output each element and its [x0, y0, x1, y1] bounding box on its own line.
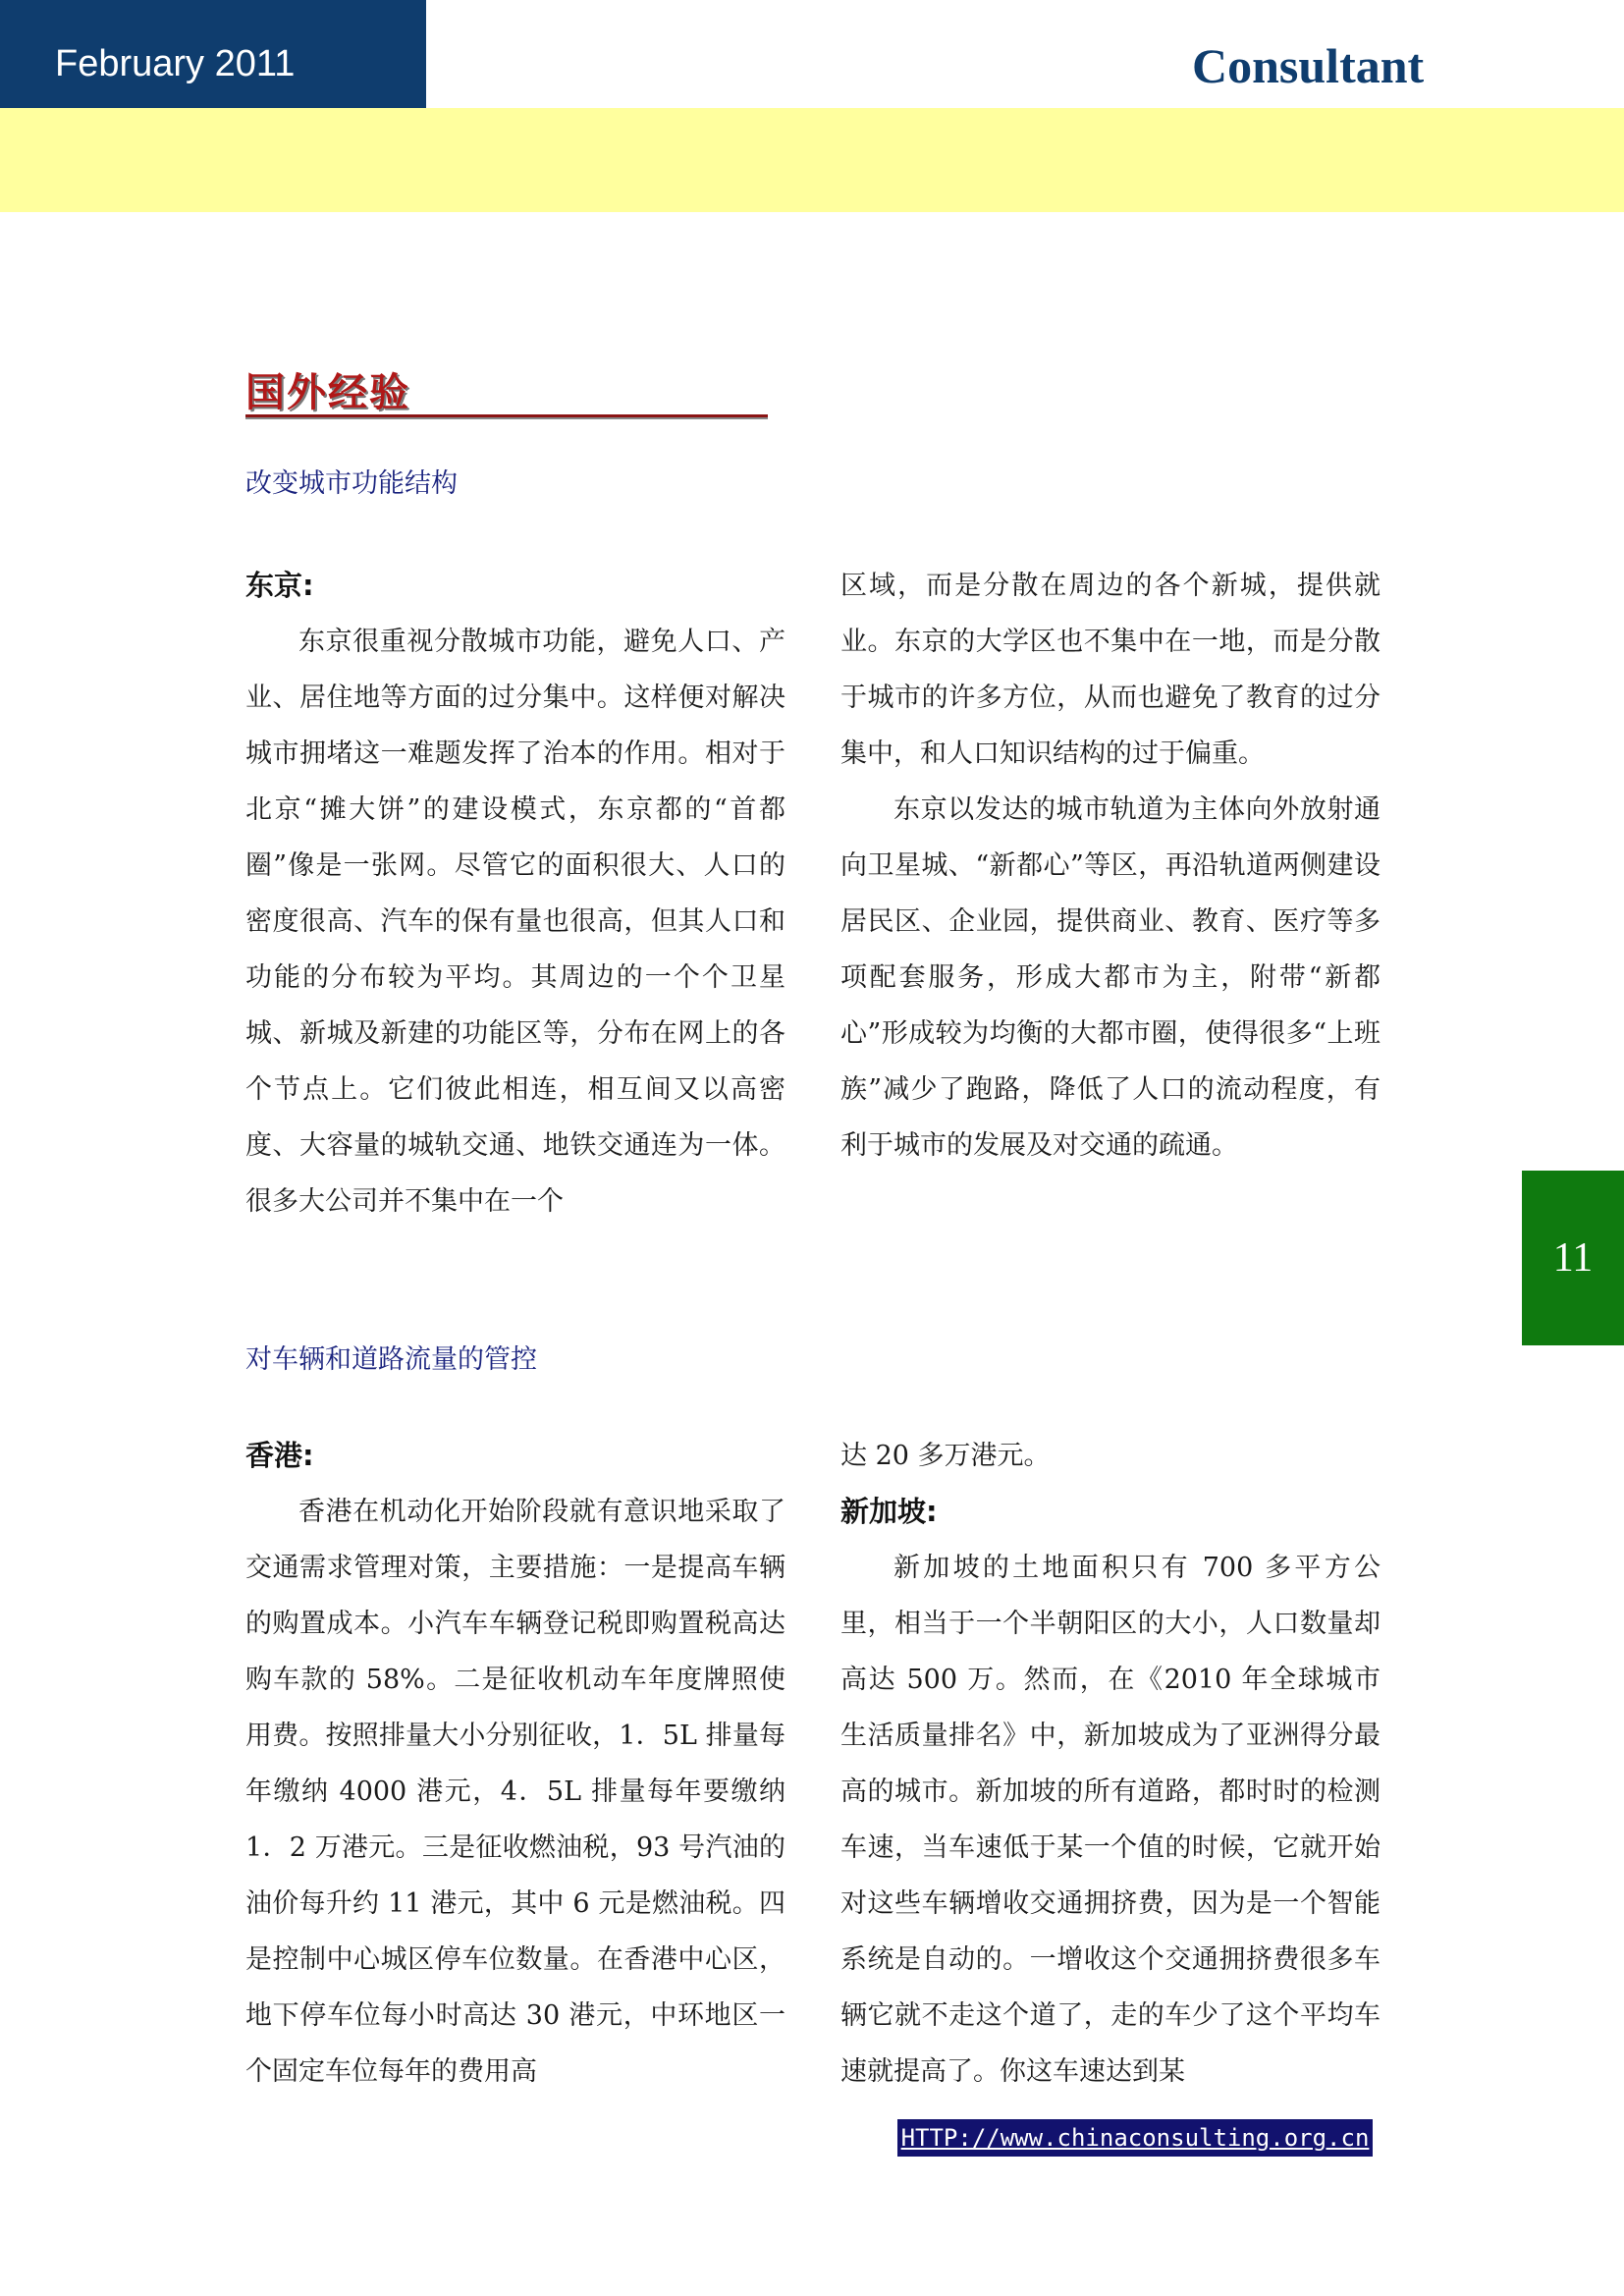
issue-date: February 2011: [0, 0, 426, 108]
city-heading-tokyo: 东京:: [245, 569, 314, 602]
section-heading: 国外经验: [245, 370, 410, 415]
paragraph: 区域，而是分散在周边的各个新城，提供就业。东京的大学区也不集中在一地，而是分散于城市的许多方位，从而也避免了教育的过分集中，和人口知识结构的过于偏重。: [840, 571, 1380, 769]
paragraph: 东京很重视分散城市功能，避免人口、产业、居住地等方面的过分集中。这样便对解决城市拥堵这一难题发挥了治本的作用。相对于北京“摊大饼”的建设模式，东京都的“首都圈”像是一张网。尽管它的面积很大、人口的密度很高、汽车的保有量也很高，但其人口和功能的分布较为平均。其周边的一个个卫星城、新城及新建的功能区等，分布在网上的各个节点上。它们彼此相连，相互间又以高密度、大容量的城轨交通、地铁交通连为一体。很多大公司并不集中在一个: [245, 627, 785, 1217]
heading-underline: [245, 414, 768, 417]
paragraph: 东京以发达的城市轨道为主体向外放射通向卫星城、“新都心”等区，再沿轨道两侧建设居民区、企业园，提供商业、教育、医疗等多项配套服务，形成大都市为主，附带“新都心”形成较为均衡的大都市圈，使得很多“上班族”减少了跑路，降低了人口的流动程度，有利于城市的发展及对交通的疏通。: [840, 794, 1380, 1161]
footer-website-link[interactable]: HTTP://www.chinaconsulting.org.cn: [897, 2119, 1373, 2157]
tokyo-left-column: [245, 558, 785, 1230]
paragraph: 新加坡的土地面积只有 700 多平方公里，相当于一个半朝阳区的大小，人口数量却高达 500 万。然而，在《2010 年全球城市生活质量排名》中，新加坡成为了亚洲得分最高的城市。新加坡的所有道路，都时时的检测车速，当车速低于某一个值的时候，它就开始对这些车辆增收交通拥挤费，因为是一个智能系统是自动的。一增收这个交通拥挤费很多车辆它就不走这个道了，走的车少了这个平均车速就提高了。你这车速达到某: [840, 1553, 1380, 2087]
city-heading-singapore: 新加坡:: [840, 1495, 938, 1528]
page-number: 11: [1522, 1171, 1624, 1345]
paragraph: 香港在机动化开始阶段就有意识地采取了交通需求管理对策，主要措施：一是提高车辆的购置成本。小汽车车辆登记税即购置税高达购车款的 58%。二是征收机动车年度牌照使用费。按照排量大小分别征收，1．5L 排量每年缴纳 4000 港元，4．5L 排量每年要缴纳 1．2 万港元。三是征收燃油税，93 号汽油的油价每升约 11 港元，其中 6 元是燃油税。四是控制中心城区停车位数量。在香港中心区，地下停车位每小时高达 30 港元，中环地区一个固定车位每年的费用高: [245, 1497, 785, 2087]
paragraph-continuation: 达 20 多万港元。: [840, 1441, 1051, 1471]
city-heading-hongkong: 香港:: [245, 1439, 314, 1472]
header-band: [0, 108, 1624, 212]
tokyo-right-column: [840, 558, 1380, 1174]
singapore-right-column: [840, 1428, 1380, 2100]
hongkong-left-column: [245, 1428, 785, 2100]
subheading-urban-structure: 改变城市功能结构: [245, 468, 458, 499]
subheading-traffic-control: 对车辆和道路流量的管控: [245, 1344, 537, 1375]
magazine-title: Consultant: [1192, 38, 1425, 93]
